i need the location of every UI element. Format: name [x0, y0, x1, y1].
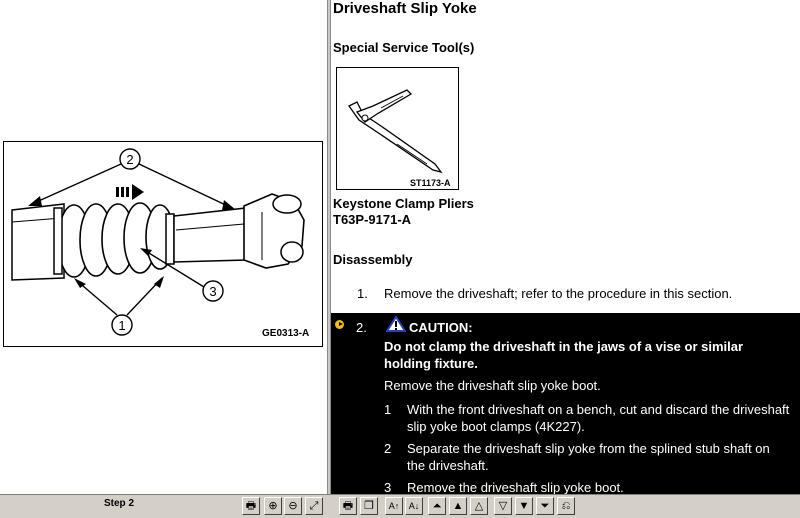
print-text-icon: 🖶	[342, 500, 354, 512]
last-step-button[interactable]	[536, 497, 554, 515]
callout-1: 1	[118, 318, 126, 333]
bottom-toolbar	[0, 494, 800, 518]
callout-2: 2	[126, 152, 134, 167]
last-icon: ⏷	[540, 500, 550, 512]
caution-line-2: holding fixture.	[384, 356, 478, 371]
previous-step-button[interactable]	[470, 497, 488, 515]
caution-label: CAUTION:	[409, 320, 473, 335]
special-tools-heading: Special Service Tool(s)	[333, 40, 475, 55]
substep-2-line-1: Separate the driveshaft slip yoke from the splined stub shaft on	[407, 441, 770, 456]
figure-code: GE0313-A	[262, 328, 310, 339]
next-section-icon: ▼	[518, 500, 530, 512]
first-step-button[interactable]	[428, 497, 446, 515]
next-step-button[interactable]	[494, 497, 512, 515]
copy-icon: ❐	[364, 500, 374, 512]
tool-name: Keystone Clamp Pliers	[333, 196, 474, 211]
current-step-block	[331, 313, 800, 494]
substep-2-number: 2	[384, 441, 392, 456]
step-2-number: 2.	[356, 320, 367, 335]
substep-1-line-1: With the front driveshaft on a bench, cut and discard the driveshaft	[407, 402, 790, 417]
zoom-out-button[interactable]	[284, 497, 302, 515]
zoom-out-icon: ⊖	[288, 500, 298, 512]
clamp-pliers-illustration	[337, 68, 458, 189]
copy-button[interactable]	[360, 497, 378, 515]
step-1-number: 1.	[357, 286, 368, 301]
page-title: Driveshaft Slip Yoke	[333, 0, 477, 17]
zoom-in-icon: ⊕	[268, 500, 278, 512]
substep-2-line-2: the driveshaft.	[407, 458, 489, 473]
tool-image[interactable]	[336, 67, 459, 190]
font-smaller-icon: A↓	[408, 501, 420, 511]
substep-3-line-1: Remove the driveshaft slip yoke boot.	[407, 480, 624, 494]
substep-1-line-2: slip yoke boot clamps (4K227).	[407, 419, 585, 434]
warning-triangle-icon	[386, 316, 406, 332]
first-icon: ⏶	[432, 500, 442, 512]
current-step-arrow-icon	[335, 320, 344, 329]
print-figure-button[interactable]	[242, 497, 260, 515]
callout-3: 3	[209, 284, 217, 299]
driveshaft-figure	[3, 141, 323, 347]
tool-number: T63P-9171-A	[333, 212, 412, 227]
previous-section-button[interactable]	[449, 497, 467, 515]
font-larger-button[interactable]	[385, 497, 403, 515]
tool-image-code: ST1173-A	[410, 178, 451, 188]
fit-icon: ⤢	[309, 500, 319, 512]
prev-section-icon: ▲	[452, 500, 464, 512]
next-icon: ▽	[498, 500, 508, 512]
zoom-in-button[interactable]	[264, 497, 282, 515]
driveshaft-illustration	[4, 142, 322, 346]
step-indicator: Step 2	[104, 498, 135, 509]
return-icon: ⎌	[561, 500, 571, 512]
substep-3-number: 3	[384, 480, 392, 494]
return-button[interactable]	[557, 497, 575, 515]
step-1-text: Remove the driveshaft; refer to the procedure in this section.	[384, 286, 733, 301]
fit-button[interactable]	[305, 497, 323, 515]
caution-line-1: Do not clamp the driveshaft in the jaws of a vise or similar	[384, 339, 744, 354]
step-2-intro: Remove the driveshaft slip yoke boot.	[384, 378, 601, 393]
prev-icon: △	[474, 500, 484, 512]
illustration-pane	[0, 0, 327, 494]
font-larger-icon: A↑	[388, 501, 400, 511]
print-text-button[interactable]	[339, 497, 357, 515]
font-smaller-button[interactable]	[405, 497, 423, 515]
section-heading: Disassembly	[333, 252, 413, 267]
next-section-button[interactable]	[515, 497, 533, 515]
print-icon: 🖶	[245, 500, 257, 512]
document-pane	[331, 0, 800, 494]
substep-1-number: 1	[384, 402, 392, 417]
